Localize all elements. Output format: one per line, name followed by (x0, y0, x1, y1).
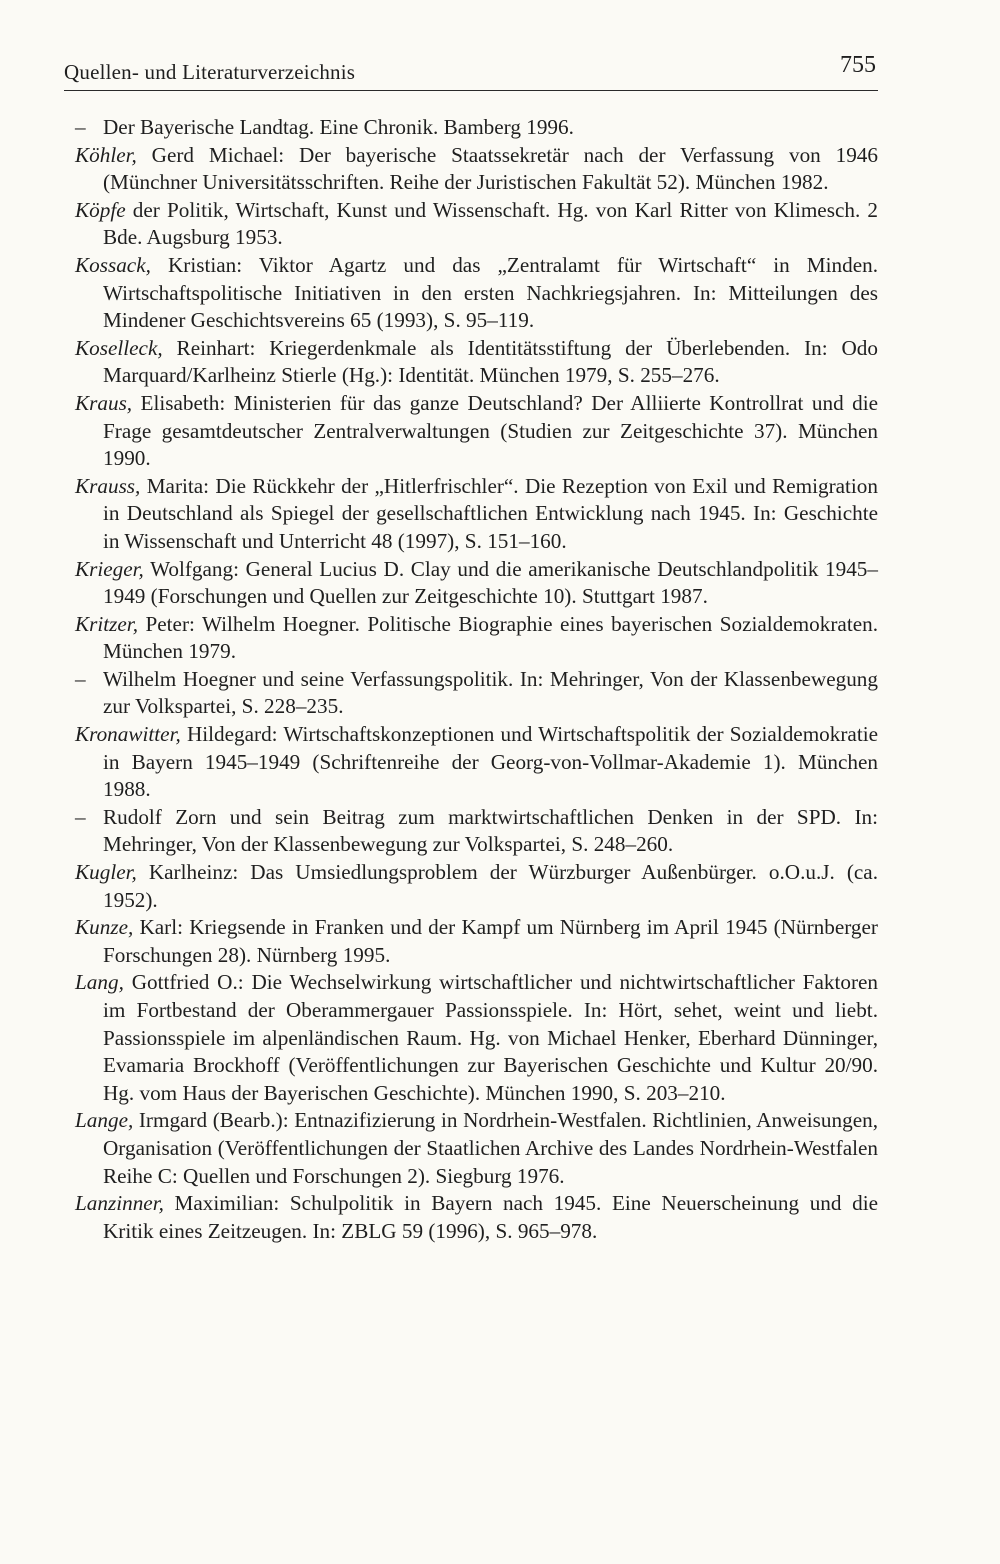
entry-text: der Politik, Wirtschaft, Kunst und Wissenschaft. Hg. von Karl Ritter von Klimesch. 2 Bde. Augsburg 1953. (103, 197, 878, 250)
entry-author: Köhler, (75, 142, 137, 167)
entry-text: Hildegard: Wirtschaftskonzeptionen und Wirtschaftspolitik der Sozialdemokratie in Bayern 1945–1949 (Schriftenreihe der Georg-von-Vollmar-Akademie 1). München 1988. (103, 722, 878, 802)
entry-text: Elisabeth: Ministerien für das ganze Deutschland? Der Alliierte Kontrollrat und die Frage gesamtdeutscher Zentralverwaltungen (Studien zur Zeitgeschichte 37). München 1990. (103, 390, 878, 471)
bibliography-entry (75, 804, 878, 859)
bibliography-entry (75, 1190, 878, 1245)
entry-author: Kritzer, (75, 611, 138, 636)
entry-text: Kristian: Viktor Agartz und das „Zentralamt für Wirtschaft“ in Minden. Wirtschaftspolitische Initiativen in den ersten Nachkriegsjahren. In: Mitteilungen des Mindener Geschichtsvereins 65 (1993), S. 95–119. (103, 252, 878, 333)
entry-author: Lange, (75, 1108, 134, 1133)
entry-text: Wilhelm Hoegner und seine Verfassungspolitik. In: Mehringer, Von der Klassenbewegung zur Volkspartei, S. 228–235. (103, 666, 878, 719)
bibliography-entry (75, 666, 878, 721)
continuation-dash: – (75, 666, 86, 691)
entry-text: Karlheinz: Das Umsiedlungsproblem der Würzburger Außenbürger. o.O.u.J. (ca. 1952). (103, 860, 878, 912)
bibliography-entry (75, 556, 878, 611)
running-header (64, 50, 878, 86)
bibliography-entry (75, 969, 878, 1107)
bibliography-entry (75, 197, 878, 252)
continuation-dash: – (75, 804, 86, 829)
entry-text: Der Bayerische Landtag. Eine Chronik. Bamberg 1996. (103, 115, 574, 139)
entry-text: Rudolf Zorn und sein Beitrag zum marktwirtschaftlichen Denken in der SPD. In: Mehringer, Von der Klassenbewegung zur Volkspartei, S. 248–260. (103, 804, 878, 857)
entry-text: Gottfried O.: Die Wechselwirkung wirtschaftlicher und nichtwirtschaftlicher Faktoren im Fortbestand der Oberammergauer Passionsspiele. In: Hört, sehet, weint und liebt. Passionsspiele im alpenländischen Raum. Hg. von Michael Henker, Eberhard Dünninger, Evamaria Brockhoff (Veröffentlichungen zur Bayerischen Geschichte und Kultur 20/90. Hg. vom Haus der Bayerischen Geschichte). München 1990, S. 203–210. (103, 970, 878, 1105)
entry-author: Köpfe (75, 197, 126, 222)
page-number: 755 (840, 52, 876, 78)
bibliography-entry (75, 721, 878, 804)
bibliography-entry (75, 335, 878, 390)
entry-text: Reinhart: Kriegerdenkmale als Identitätsstiftung der Überlebenden. In: Odo Marquard/Karlheinz Stierle (Hg.): Identität. München 1979, S. 255–276. (103, 335, 878, 388)
entry-author: Kunze, (75, 915, 134, 940)
entry-author: Kugler, (75, 860, 137, 885)
bibliography-entry (75, 142, 878, 197)
entry-author: Kossack, (75, 252, 151, 277)
entry-author: Koselleck, (75, 335, 163, 360)
entry-author: Kraus, (75, 390, 133, 415)
entry-text: Gerd Michael: Der bayerische Staatssekretär nach der Verfassung von 1946 (Münchner Universitätsschriften. Reihe der Juristischen Fakultät 52). München 1982. (103, 142, 878, 195)
bibliography-entry (75, 859, 878, 914)
bibliography-entry (75, 611, 878, 666)
continuation-dash: – (75, 115, 86, 139)
bibliography-entry (75, 473, 878, 556)
entry-text: Wolfgang: General Lucius D. Clay und die amerikanische Deutschlandpolitik 1945–1949 (Forschungen und Quellen zur Zeitgeschichte 10). Stuttgart 1987. (103, 556, 878, 609)
bibliography-entry (75, 252, 878, 335)
entry-text: Irmgard (Bearb.): Entnazifizierung in Nordrhein-Westfalen. Richtlinien, Anweisungen, Organisation (Veröffentlichungen der Staatlichen Archive des Landes Nordrhein-Westfalen Reihe C: Quellen und Forschungen 2). Siegburg 1976. (103, 1108, 878, 1188)
bibliography-entry (75, 114, 878, 142)
entry-author: Krieger, (75, 556, 144, 581)
entry-text: Maximilian: Schulpolitik in Bayern nach 1945. Eine Neuerscheinung und die Kritik eines Zeitzeugen. In: ZBLG 59 (1996), S. 965–978. (103, 1191, 878, 1243)
entry-author: Kronawitter, (75, 722, 181, 747)
entry-text: Peter: Wilhelm Hoegner. Politische Biographie eines bayerischen Sozialdemokraten. München 1979. (103, 611, 878, 664)
bibliography-list (75, 114, 878, 1245)
bibliography-entry (75, 390, 878, 473)
header-rule (64, 90, 878, 91)
bibliography-entry (75, 914, 878, 969)
entry-author: Krauss, (75, 473, 141, 498)
entry-text: Marita: Die Rückkehr der „Hitlerfrischler“. Die Rezeption von Exil und Remigration in Deutschland als Spiegel der gesellschaftlichen Entwicklung nach 1945. In: Geschichte in Wissenschaft und Unterricht 48 (1997), S. 151–160. (103, 473, 878, 553)
running-header-title: Quellen- und Literaturverzeichnis (64, 60, 356, 84)
entry-author: Lang, (75, 970, 124, 995)
entry-text: Karl: Kriegsende in Franken und der Kampf um Nürnberg im April 1945 (Nürnberger Forschungen 28). Nürnberg 1995. (103, 915, 878, 967)
entry-author: Lanzinner, (75, 1191, 164, 1216)
bibliography-entry (75, 1107, 878, 1190)
